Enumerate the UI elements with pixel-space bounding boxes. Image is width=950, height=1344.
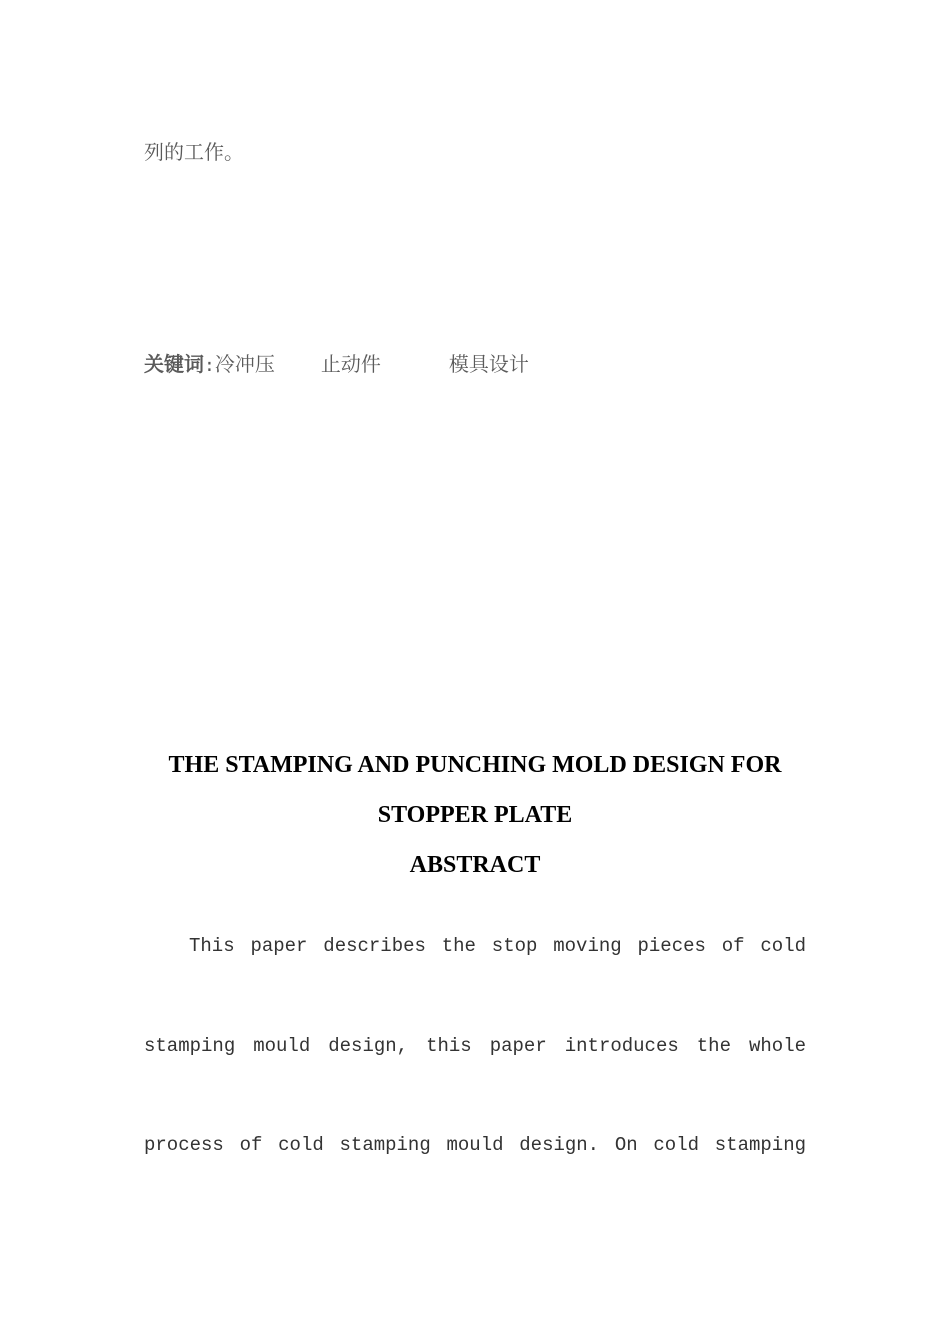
keywords-label: 关键词 <box>144 352 204 376</box>
keyword-item: 冷冲压 <box>214 352 275 376</box>
abstract-paragraph-line: This paper describes the stop moving pieces of cold <box>189 935 806 957</box>
keyword-item: 模具设计 <box>448 352 529 376</box>
keywords-line <box>144 348 529 377</box>
english-title-line-1: THE STAMPING AND PUNCHING MOLD DESIGN FOR <box>168 752 782 778</box>
english-title-line-2: STOPPER PLATE <box>377 802 573 828</box>
keyword-item: 止动件 <box>320 352 381 376</box>
abstract-heading: ABSTRACT <box>409 852 541 878</box>
abstract-paragraph-line: process of cold stamping mould design. On cold stamping <box>144 1134 806 1156</box>
abstract-paragraph-line: stamping mould design, this paper introduces the whole <box>144 1035 806 1057</box>
chinese-text-continuation: 列的工作。 <box>144 140 244 164</box>
keywords-separator: : <box>204 355 215 376</box>
